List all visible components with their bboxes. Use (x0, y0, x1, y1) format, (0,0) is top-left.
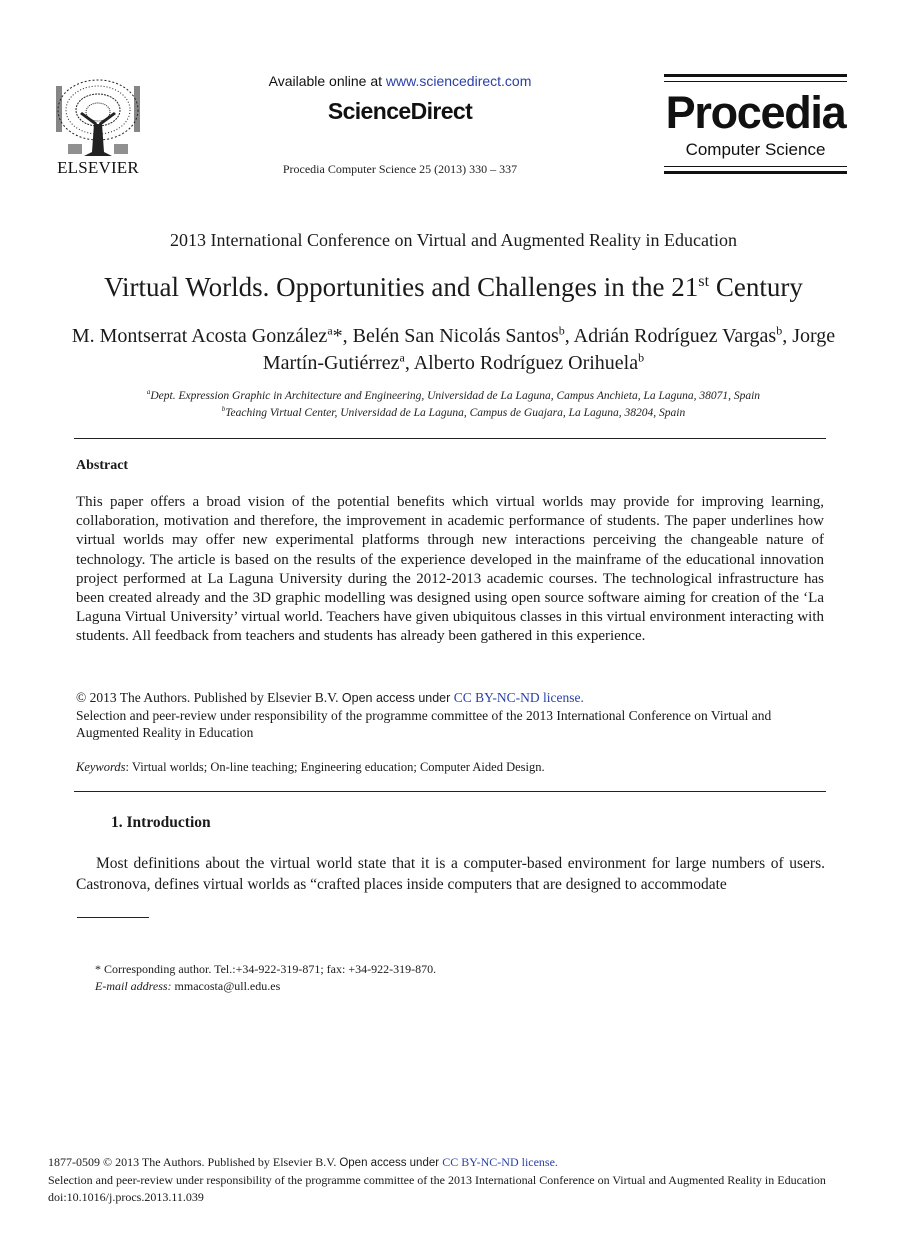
page-footer (48, 1154, 848, 1206)
license-link[interactable]: CC BY-NC-ND license. (453, 690, 584, 705)
author-sup: b (558, 323, 565, 338)
title-end: Century (709, 272, 803, 302)
keywords-line (76, 760, 826, 775)
available-online (200, 73, 600, 89)
divider-bottom (74, 791, 826, 792)
affiliation-text: Dept. Expression Graphic in Architecture and Engineering, Universidad de La Laguna, Campus Anchieta, La Laguna, 38071, Spain (150, 390, 761, 402)
procedia-rule-bottom-thin (664, 166, 847, 167)
procedia-logo-title: Procedia (665, 87, 846, 138)
author-name: Jorge Martín-Gutiérrez (262, 325, 836, 374)
author-separator: , (782, 325, 793, 347)
affiliation-sup: a (146, 389, 151, 397)
footnote-email (95, 979, 280, 994)
author-name: Adrián Rodríguez Vargas (573, 325, 777, 347)
affiliation-text: Teaching Virtual Center, Universidad de La Laguna, Campus de Guajara, La Laguna, 38204, Spain (225, 407, 686, 419)
sciencedirect-wordmark: ScienceDirect (327, 98, 473, 124)
email-address[interactable]: mmacosta@ull.edu.es (171, 979, 281, 993)
affiliation-b (40, 405, 867, 422)
keywords-text: : Virtual worlds; On-line teaching; Engineering education; Computer Aided Design. (125, 760, 545, 774)
available-online-label: Available online at (268, 73, 386, 89)
affiliation-a (40, 388, 867, 405)
email-label: E-mail address: (95, 979, 172, 993)
procedia-rule-bottom-thick (664, 171, 847, 174)
divider-top (74, 438, 826, 439)
sciencedirect-link[interactable]: www.sciencedirect.com (385, 73, 532, 89)
conference-name: 2013 International Conference on Virtual and Augmented Reality in Education (170, 230, 737, 250)
author-sup: b (776, 323, 783, 338)
elsevier-wordmark: ELSEVIER (57, 158, 139, 177)
procedia-rule-top-thick (664, 74, 847, 77)
affiliations (40, 388, 867, 422)
copyright-block (76, 689, 826, 741)
abstract-heading: Abstract (76, 458, 129, 473)
footnote-corresponding-author: * Corresponding author. Tel.:+34-922-319-871; fax: +34-922-319-870. (95, 962, 437, 976)
footer-review: Selection and peer-review under responsibility of the programme committee of the 2013 International Conference on Virtual and Augmented Reality in Education (48, 1173, 826, 1187)
open-access-label: Open access under (341, 691, 454, 705)
abstract-body: This paper offers a broad vision of the potential benefits which virtual worlds may provide for improving learning, collaboration, motivation and therefore, the improvement in academic performance of students. The paper underlines how virtual worlds may offer new experimental platforms through new interactions perceiving the changeable nature of technology. The article is based on the results of the experience developed in the mainframe of the educational innovation project performed at La Laguna University during the 2012-2013 academic courses. The technological infrastructure has been created already and the 3D graphic modelling was designed using open source software aiming for creation of the ‘La Laguna Virtual University’ virtual world. Teachers have given ubiquitous classes in this virtual environment interacting with students. All feedback from teachers and students has already been gathered in this experience. (76, 494, 824, 645)
affiliation-sup: b (221, 406, 226, 414)
author-separator: , (564, 325, 574, 347)
keywords-label: Keywords (76, 760, 126, 774)
footer-license-link[interactable]: CC BY-NC-ND license. (442, 1155, 558, 1169)
author-separator: *, (332, 325, 353, 347)
peer-review-note: Selection and peer-review under responsibility of the programme committee of the 2013 International Conference on Virtual and Augmented Reality in Education (76, 708, 772, 740)
footer-issn-line (48, 1154, 848, 1172)
copyright-line (76, 689, 826, 707)
procedia-logo-subtitle: Computer Science (685, 140, 826, 159)
section-heading-introduction: 1. Introduction (111, 814, 211, 831)
footnote-rule (77, 917, 149, 918)
article-title (40, 272, 867, 303)
author-separator: , (404, 352, 414, 374)
journal-citation: Procedia Computer Science 25 (2013) 330 – 337 (282, 162, 518, 176)
author-sup: a (399, 350, 405, 365)
author-sup: a (327, 323, 333, 338)
title-sup: st (698, 272, 710, 290)
footer-open-access: Open access under (339, 1157, 443, 1169)
procedia-rule-top-thin (664, 81, 847, 82)
author-sup: b (638, 350, 645, 365)
copyright-text: © 2013 The Authors. Published by Elsevier B.V. (76, 690, 342, 705)
title-main: Virtual Worlds. Opportunities and Challenges in the 21 (104, 272, 699, 302)
author-name: M. Montserrat Acosta González (71, 325, 328, 347)
author-name: Belén San Nicolás Santos (352, 325, 559, 347)
author-list (70, 323, 837, 377)
author-name: Alberto Rodríguez Orihuela (413, 352, 639, 374)
introduction-paragraph: Most definitions about the virtual world state that it is a computer-based environment for large numbers of users. Castronova, defines virtual worlds as “crafted places inside computers that are designed to accommodate (76, 855, 825, 893)
footer-doi[interactable]: doi:10.1016/j.procs.2013.11.039 (48, 1190, 204, 1204)
footer-issn: 1877-0509 © 2013 The Authors. Published by Elsevier B.V. (48, 1155, 340, 1169)
